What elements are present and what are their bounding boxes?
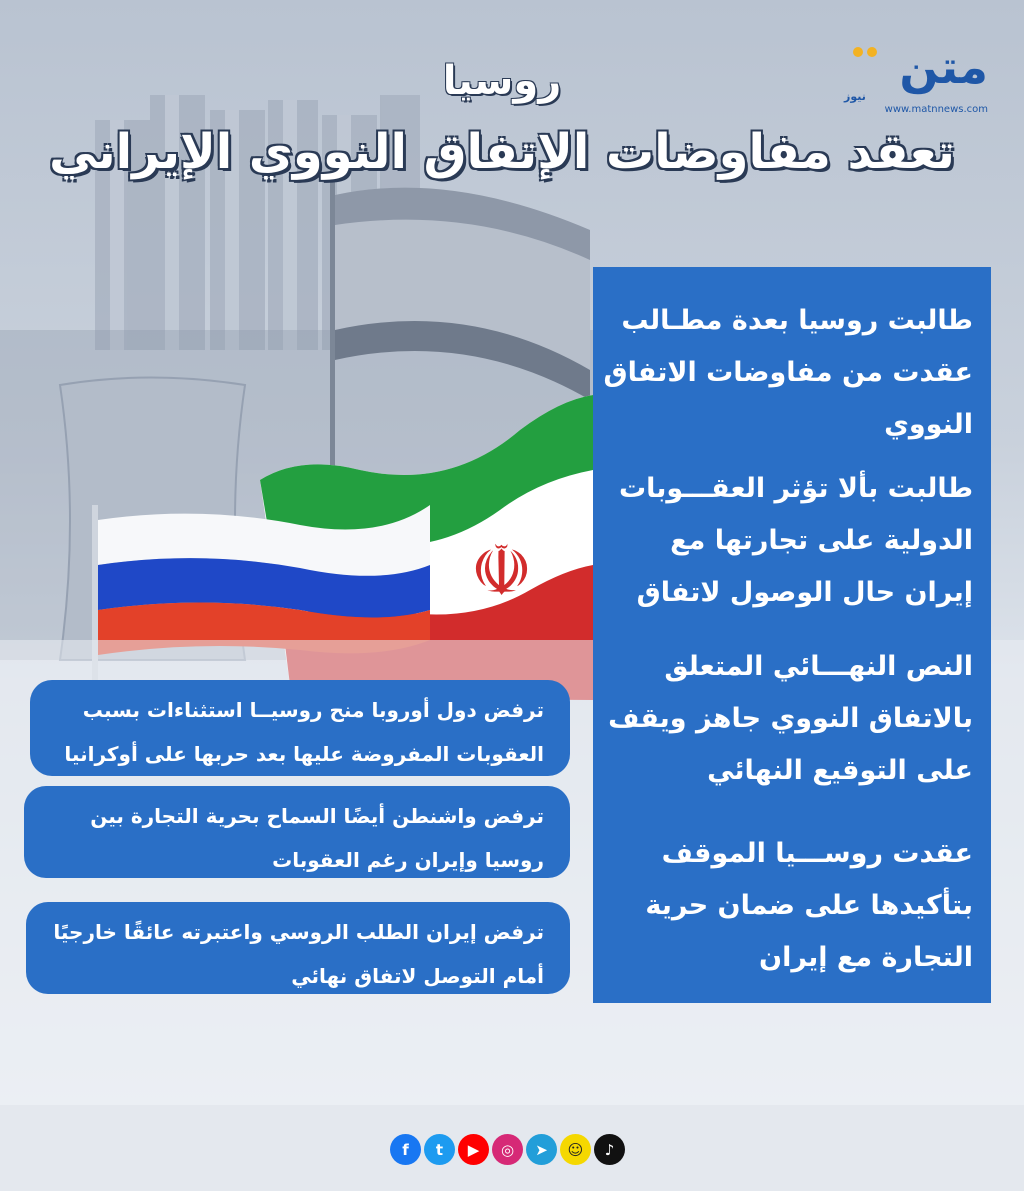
fact-heading: طالبت بألا تؤثر العقـــوبات [619,467,973,511]
tiktok-icon[interactable]: ♪ [594,1134,625,1165]
snapchat-icon[interactable]: ☺ [560,1134,591,1165]
youtube-icon[interactable]: ▶ [458,1134,489,1165]
note-pill: ترفض دول أوروبا منح روسيــا استثناءات بسبب العقوبات المفروضة عليها بعد حربها على أوكرانيا [30,680,570,776]
fact-heading: النص النهـــائي المتعلق [664,645,973,689]
fact-heading: طالبت روسيا بعدة مطـالب [621,299,973,343]
twitter-icon[interactable]: t [424,1134,455,1165]
fact-item [603,832,973,984]
page-subtitle: تعقد مفاوضات الإتفاق النووي الإيراني [49,124,955,180]
fact-item [603,467,973,619]
telegram-icon[interactable]: ➤ [526,1134,557,1165]
svg-text:☫: ☫ [470,530,533,612]
fact-heading: عقدت روســـيا الموقف [662,832,973,876]
page-title: روسيا [442,58,562,104]
fact-body: بتأكيدها على ضمان حرية التجارة مع إيران [645,890,973,973]
fact-body: بالاتفاق النووي جاهز ويقف على التوقيع النهائي [608,703,973,786]
logo-wordmark: متن [899,40,988,94]
fact-item [603,299,973,451]
note-pill: ترفض واشنطن أيضًا السماح بحرية التجارة بين روسيا وإيران رغم العقوبات [24,786,570,878]
facebook-icon[interactable]: f [390,1134,421,1165]
instagram-icon[interactable]: ◎ [492,1134,523,1165]
logo-url: www.matnnews.com [884,104,988,115]
fact-body: عقدت من مفاوضات الاتفاق النووي [603,357,973,440]
fact-body: الدولية على تجارتها مع إيران حال الوصول لاتفاق [636,525,973,608]
facts-panel [593,267,991,1003]
social-links [390,1134,625,1168]
fact-item [603,645,973,797]
note-pill: ترفض إيران الطلب الروسي واعتبرته عائقًا خارجيًا أمام التوصل لاتفاق نهائي [26,902,570,994]
logo-subtext: نيوز [844,90,866,103]
